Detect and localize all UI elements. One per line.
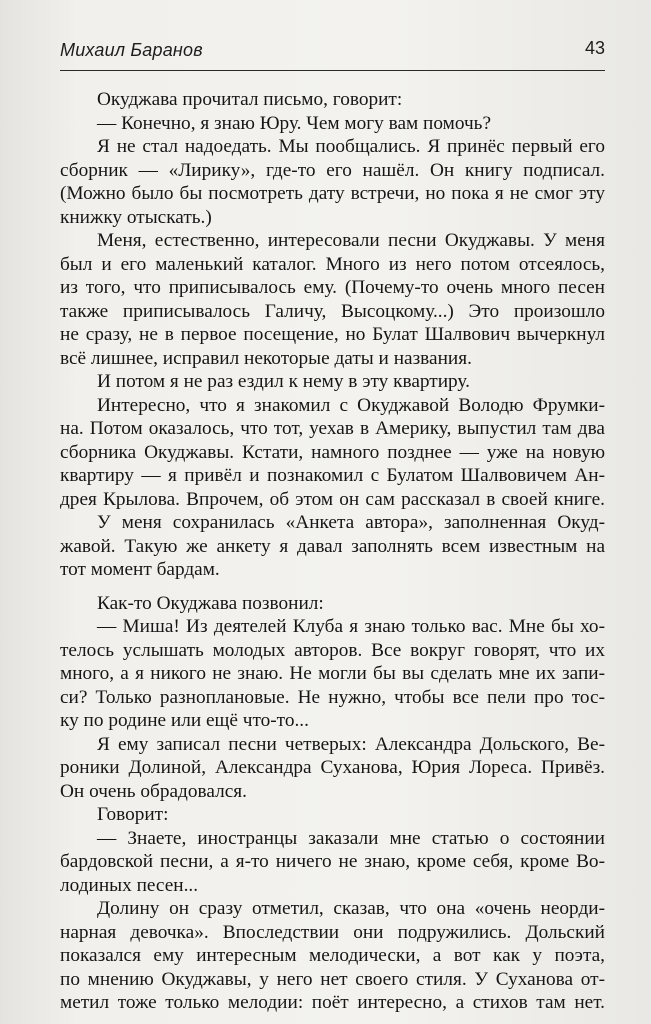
text-line: книжку отыскать.) <box>60 206 212 228</box>
page-number: 43 <box>584 38 605 58</box>
text-line: много, а я никого не знаю. Не могли бы вы сделать мне их запи- <box>60 663 605 684</box>
body-text <box>60 88 605 1015</box>
text-line: — Знаете, иностранцы заказали мне статью о состоянии <box>97 827 605 849</box>
header-author: Михаил Баранов <box>60 40 203 60</box>
text-line: — Миша! Из деятелей Клуба я знаю только вас. Мне бы хо- <box>97 616 605 637</box>
text-line: (Можно было бы посмотреть дату встречи, но пока я не смог эту <box>60 183 605 204</box>
text-line: Как-то Окуджава позвонил: <box>97 592 324 614</box>
text-line: Говорит: <box>97 804 169 825</box>
text-line: также приписывалось Галичу, Высоцкому...) Это произошло <box>60 300 605 322</box>
text-line: из того, что приписывалось ему. (Почему-то очень много песен <box>60 277 605 298</box>
text-line: Меня, естественно, интересовали песни Окуджавы. У меня <box>97 230 605 251</box>
text-line: сборника Окуджавы. Кстати, намного позднее — уже на новую <box>60 441 605 463</box>
text-line: всё лишнее, исправил некоторые даты и названия. <box>60 347 472 369</box>
text-line: бардовской песни, а я-то ничего не знаю, кроме себя, кроме Во- <box>60 851 605 872</box>
text-line: на. Потом оказалось, что тот, уехав в Америку, выпустил там два <box>60 418 605 439</box>
text-line: Он очень обрадовался. <box>60 780 247 802</box>
text-line: лодиных песен... <box>60 874 199 896</box>
text-line: не сразу, не в первое посещение, но Булат Шалвович вычеркнул <box>60 324 605 345</box>
text-line: дрея Крылова. Впрочем, об этом он сам рассказал в своей книге. <box>60 488 605 510</box>
text-line: Интересно, что я знакомил с Окуджавой Володю Фрумки- <box>97 394 605 416</box>
text-line: телось услышать молодых авторов. Все вокруг говорят, что их <box>60 639 605 661</box>
text-line: ку по родине или ещё что-то... <box>60 710 309 731</box>
text-line: был и его маленький каталог. Много из него потом отсеялось, <box>60 253 605 275</box>
text-line: тот момент бардам. <box>60 559 220 580</box>
text-line: си? Только разноплановые. Не нужно, чтобы все пели про тос- <box>60 686 605 708</box>
text-line: И потом я не раз ездил к нему в эту квартиру. <box>97 371 470 392</box>
text-line: Я не стал надоедать. Мы пообщались. Я принёс первый его <box>97 136 605 157</box>
text-line: роники Долиной, Александра Суханова, Юрия Лореса. Привёз. <box>60 757 605 778</box>
paragraph-gap <box>60 582 605 592</box>
text-line: квартиру — я привёл и познакомил с Булатом Шалвовичем Ан- <box>60 465 605 486</box>
text-line: по мнению Окуджавы, у него нет своего стиля. У Суханова от- <box>60 968 605 990</box>
text-line: Окуджава прочитал письмо, говорит: <box>97 89 403 110</box>
text-line: нарная девочка». Впоследствии они подружились. Дольский <box>60 921 605 943</box>
text-line: сборник — «Лирику», где-то его нашёл. Он книгу подписал. <box>60 159 605 181</box>
text-line: Долину он сразу отметил, сказав, что она «очень неорди- <box>97 898 605 919</box>
text-line: У меня сохранилась «Анкета автора», заполненная Окуд- <box>97 512 605 533</box>
text-line: Я ему записал песни четверых: Александра Дольского, Ве- <box>97 733 605 755</box>
text-line: — Конечно, я знаю Юру. Чем могу вам помочь? <box>97 112 492 134</box>
text-line: жавой. Такую же анкету я давал заполнять всем известным на <box>60 535 605 557</box>
running-header <box>60 30 605 71</box>
text-line: метил тоже только мелодии: поёт интересно, а стихов там нет. <box>60 992 605 1013</box>
text-line: показался ему интересным мелодически, а вот как у поэта, <box>60 945 605 966</box>
